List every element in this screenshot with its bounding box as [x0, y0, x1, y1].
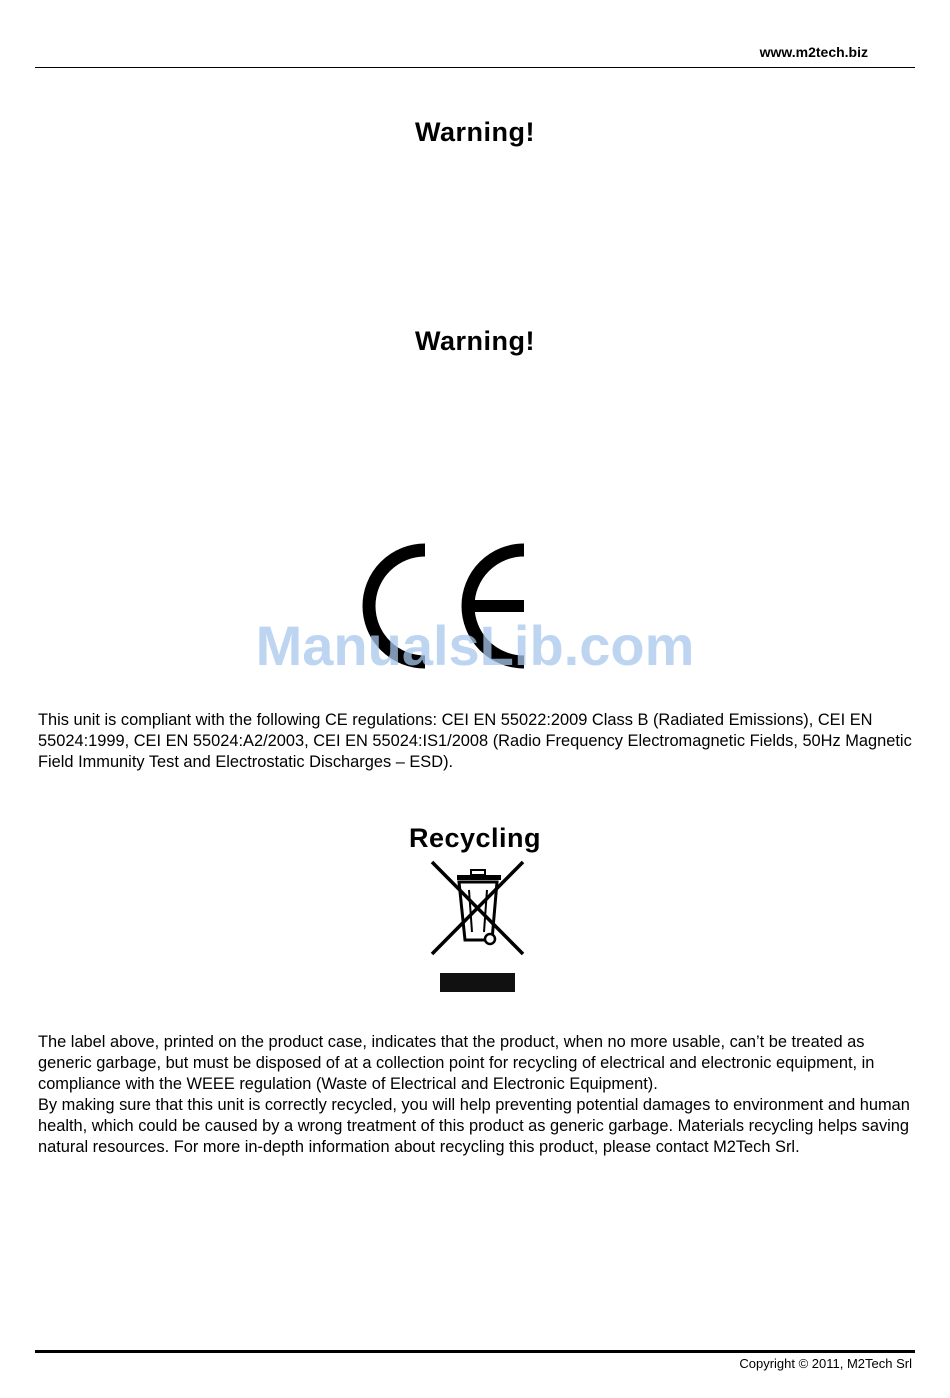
- crossed-out-wheelie-bin-icon: [427, 858, 527, 958]
- footer-copyright: Copyright © 2011, M2Tech Srl: [739, 1356, 912, 1371]
- recycling-paragraph-2: By making sure that this unit is correctly recycled, you will help preventing potential damages to environment and human health, which could be caused by a wrong treatment of this product as generic garbage. Materials recycling helps saving natural resources. For more in-depth information about recycling this product, please contact M2Tech Srl.: [38, 1096, 910, 1156]
- watermark: ManualsLib.com: [255, 614, 695, 677]
- warning-heading-2: Warning!: [415, 326, 535, 356]
- recycling-heading: Recycling: [408, 823, 542, 853]
- warning-heading-1: Warning!: [415, 117, 535, 147]
- header-url: www.m2tech.biz: [759, 44, 868, 60]
- ce-compliance-text: This unit is compliant with the following CE regulations: CEI EN 55022:2009 Class B (Radiated Emissions), CEI EN 55024:1999, CEI EN 55024:A2/2003, CEI EN 55024:IS1/2008 (Radio Frequency Electromagnetic Fields, 50Hz Magnetic Field Immunity Test and Electrostatic Discharges – ESD).: [38, 711, 912, 771]
- weee-bar: [440, 973, 515, 992]
- header-divider: [35, 67, 915, 68]
- recycling-text: [38, 1032, 916, 1158]
- footer-divider: [35, 1350, 915, 1353]
- recycling-paragraph-1: The label above, printed on the product case, indicates that the product, when no more usable, can’t be treated as generic garbage, but must be disposed of at a collection point for recycling of electrical and electronic equipment, in compliance with the WEEE regulation (Waste of Electrical and Electronic Equipment).: [38, 1033, 875, 1093]
